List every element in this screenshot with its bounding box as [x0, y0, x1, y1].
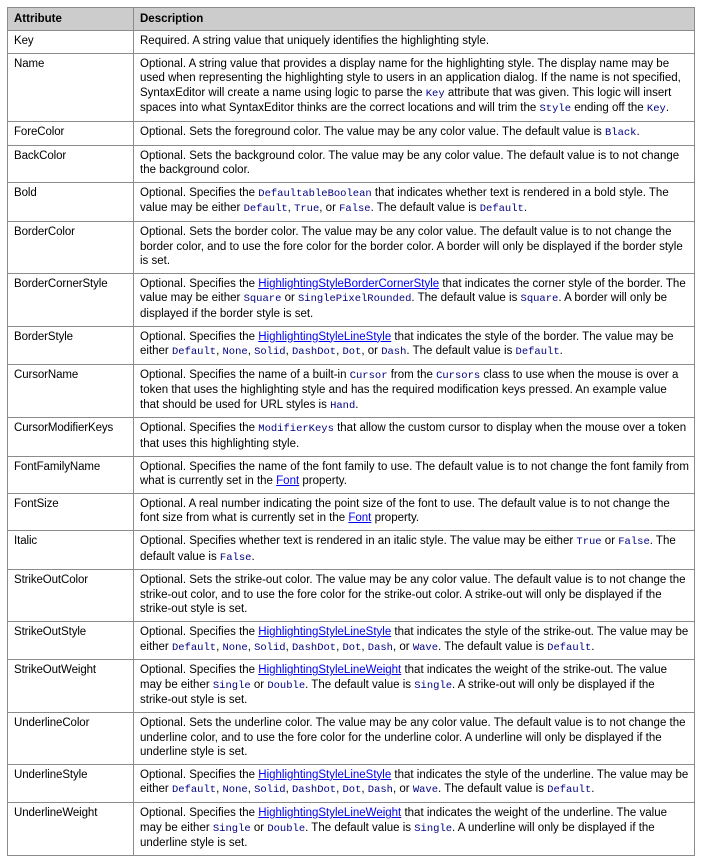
inline-code: Default [479, 203, 524, 216]
doc-reference-link[interactable]: HighlightingStyleLineStyle [258, 768, 392, 781]
doc-reference-link[interactable]: HighlightingStyleBorderCornerStyle [258, 277, 440, 290]
inline-code: Single [212, 679, 251, 692]
attribute-description-cell: Optional. Specifies the HighlightingStyleLineWeight that indicates the weight of the underline. The value may be either Single or Double. The default value is Single. A underline will only be displayed if the underline style is set. [134, 802, 695, 855]
attribute-description-cell: Optional. Specifies whether text is rendered in an italic style. The value may be either True or False. The default value is False. [134, 531, 695, 570]
inline-code: Default [171, 784, 217, 797]
inline-code: True [576, 536, 602, 549]
attribute-name-cell: CursorModifierKeys [8, 418, 134, 456]
table-row [8, 53, 695, 121]
table-row [8, 456, 695, 493]
inline-code: Dash [367, 641, 393, 654]
attribute-name-cell: Key [8, 31, 134, 54]
inline-code: Double [267, 679, 306, 692]
attribute-name-cell: Bold [8, 182, 134, 221]
inline-code: False [339, 203, 371, 216]
table-row [8, 31, 695, 54]
doc-reference-link[interactable]: HighlightingStyleLineWeight [258, 806, 402, 819]
attribute-name-cell: BackColor [8, 145, 134, 182]
table-body [8, 31, 695, 856]
attribute-name-cell: Name [8, 53, 134, 121]
table-row [8, 418, 695, 456]
inline-code: Dash [381, 346, 407, 359]
inline-code: Key [425, 87, 445, 100]
inline-code: Single [212, 822, 251, 835]
inline-code: Wave [412, 641, 439, 654]
inline-code: None [222, 346, 248, 359]
attribute-description-cell: Optional. Specifies the DefaultableBoolean that indicates whether text is rendered in a bold style. The value may be either Default, True, or False. The default value is Default. [134, 182, 695, 221]
table-header-row [8, 8, 695, 31]
attribute-name-cell: ForeColor [8, 121, 134, 145]
attribute-name-cell: StrikeOutStyle [8, 622, 134, 660]
attribute-description-cell: Optional. A string value that provides a display name for the highlighting style. The display name may be used when representing the highlighting style to users in an application dialog. If the name is not specified, SyntaxEditor will create a name using logic to parse the Key attribute that was given. This logic will insert spaces into what SyntaxEditor thinks are the correct locations and will trim the Style ending off the Key. [134, 53, 695, 121]
table-row [8, 364, 695, 418]
inline-code: Solid [254, 346, 286, 359]
attribute-description-cell: Required. A string value that uniquely identifies the highlighting style. [134, 31, 695, 54]
attribute-name-cell: UnderlineStyle [8, 764, 134, 802]
attribute-description-cell: Optional. Specifies the HighlightingStyleBorderCornerStyle that indicates the corner style of the border. The value may be either Square or SinglePixelRounded. The default value is Square. A border will only be displayed if the border style is set. [134, 273, 695, 326]
table-row [8, 712, 695, 764]
inline-code: Solid [254, 641, 286, 654]
inline-code: Solid [254, 784, 286, 797]
attribute-name-cell: FontSize [8, 493, 134, 530]
inline-code: Default [547, 784, 592, 797]
table-row [8, 326, 695, 364]
table-row [8, 145, 695, 182]
inline-code: Default [515, 346, 560, 359]
attribute-description-cell: Optional. A real number indicating the point size of the font to use. The default value is to not change the font size from what is currently set in the Font property. [134, 493, 695, 530]
table-header [8, 8, 695, 31]
attribute-name-cell: FontFamilyName [8, 456, 134, 493]
table-row [8, 764, 695, 802]
inline-code: None [222, 641, 248, 654]
inline-code: False [219, 551, 252, 564]
table-row [8, 273, 695, 326]
inline-code: Square [243, 293, 282, 306]
attribute-name-cell: BorderColor [8, 221, 134, 273]
doc-reference-link[interactable]: HighlightingStyleLineStyle [258, 330, 392, 343]
table-row [8, 531, 695, 570]
inline-code: Black [604, 126, 637, 139]
inline-code: Default [243, 203, 288, 216]
attribute-description-cell: Optional. Sets the border color. The value may be any color value. The default value is to not change the border color, and to use the fore color for the border color. A border will only be displayed if the border style is set. [134, 221, 695, 273]
inline-code: Dot [342, 641, 362, 654]
attribute-name-cell: CursorName [8, 364, 134, 418]
inline-code: Cursor [349, 369, 388, 382]
column-header-attribute: Attribute [8, 8, 134, 31]
table-row [8, 221, 695, 273]
attribute-name-cell: StrikeOutWeight [8, 660, 134, 713]
doc-reference-link[interactable]: Font [348, 512, 372, 525]
attribute-description-cell: Optional. Sets the underline color. The value may be any color value. The default value is to not change the underline color, and to use the fore color for the underline color. A underline will only be displayed if the underline style is set. [134, 712, 695, 764]
inline-code: Style [539, 103, 572, 116]
attribute-description-cell: Optional. Specifies the HighlightingStyleLineStyle that indicates the style of the underline. The value may be either Default, None, Solid, DashDot, Dot, Dash, or Wave. The default value is Default. [134, 764, 695, 802]
table-row [8, 121, 695, 145]
inline-code: DefaultableBoolean [258, 187, 372, 200]
attribute-name-cell: BorderStyle [8, 326, 134, 364]
table-row [8, 493, 695, 530]
table-row [8, 570, 695, 622]
attribute-description-cell: Optional. Specifies the HighlightingStyleLineStyle that indicates the style of the strike-out. The value may be either Default, None, Solid, DashDot, Dot, Dash, or Wave. The default value is Default. [134, 622, 695, 660]
attribute-description-cell: Optional. Specifies the name of the font family to use. The default value is to not change the font family from what is currently set in the Font property. [134, 456, 695, 493]
attribute-description-cell: Optional. Sets the background color. The value may be any color value. The default value is to not change the background color. [134, 145, 695, 182]
inline-code: ModifierKeys [258, 423, 334, 436]
inline-code: Default [547, 641, 592, 654]
table-row [8, 182, 695, 221]
inline-code: SinglePixelRounded [298, 293, 412, 306]
attribute-name-cell: StrikeOutColor [8, 570, 134, 622]
inline-code: Key [646, 103, 666, 116]
attribute-description-cell: Optional. Specifies the HighlightingStyleLineWeight that indicates the weight of the strike-out. The value may be either Single or Double. The default value is Single. A strike-out will only be displayed if the strike-out style is set. [134, 660, 695, 713]
doc-reference-link[interactable]: HighlightingStyleLineWeight [258, 664, 402, 677]
attribute-name-cell: BorderCornerStyle [8, 273, 134, 326]
doc-reference-link[interactable]: HighlightingStyleLineStyle [258, 626, 392, 638]
table-row [8, 802, 695, 855]
inline-code: Double [267, 822, 306, 835]
table-row [8, 660, 695, 713]
attribute-name-cell: UnderlineColor [8, 712, 134, 764]
inline-code: Wave [412, 784, 439, 797]
inline-code: Dot [342, 346, 362, 359]
attribute-description-cell: Optional. Sets the foreground color. The value may be any color value. The default value is Black. [134, 121, 695, 145]
attribute-description-cell: Optional. Specifies the name of a built-in Cursor from the Cursors class to use when the mouse is over a token that uses the highlighting style and has the required modification keys pressed. An example value that should be used for URL styles is Hand. [134, 364, 695, 418]
attribute-description-cell: Optional. Specifies the ModifierKeys that allow the custom cursor to display when the mouse over a token that uses this highlighting style. [134, 418, 695, 456]
inline-code: None [222, 784, 248, 797]
inline-code: Default [171, 641, 217, 654]
inline-code: DashDot [291, 784, 337, 797]
inline-code: Single [414, 679, 453, 692]
attribute-name-cell: Italic [8, 531, 134, 570]
attribute-name-cell: UnderlineWeight [8, 802, 134, 855]
inline-code: Cursors [436, 369, 481, 382]
inline-code: False [618, 536, 650, 549]
doc-reference-link[interactable]: Font [276, 475, 300, 488]
inline-code: Single [414, 822, 453, 835]
inline-code: Hand [330, 399, 356, 412]
table-row [8, 622, 695, 660]
inline-code: Default [171, 346, 217, 359]
inline-code: True [294, 203, 320, 216]
highlighting-style-attributes-table [7, 7, 695, 856]
attribute-description-cell: Optional. Specifies the HighlightingStyleLineStyle that indicates the style of the border. The value may be either Default, None, Solid, DashDot, Dot, or Dash. The default value is Default. [134, 326, 695, 364]
column-header-description: Description [134, 8, 695, 31]
inline-code: Square [520, 293, 559, 306]
inline-code: Dot [342, 784, 362, 797]
inline-code: Dash [367, 784, 393, 797]
attribute-description-cell: Optional. Sets the strike-out color. The value may be any color value. The default value is to not change the strike-out color, and to use the fore color for the strike-out color. A strike-out will only be displayed if the strike-out style is set. [134, 570, 695, 622]
inline-code: DashDot [291, 641, 337, 654]
inline-code: DashDot [291, 346, 337, 359]
